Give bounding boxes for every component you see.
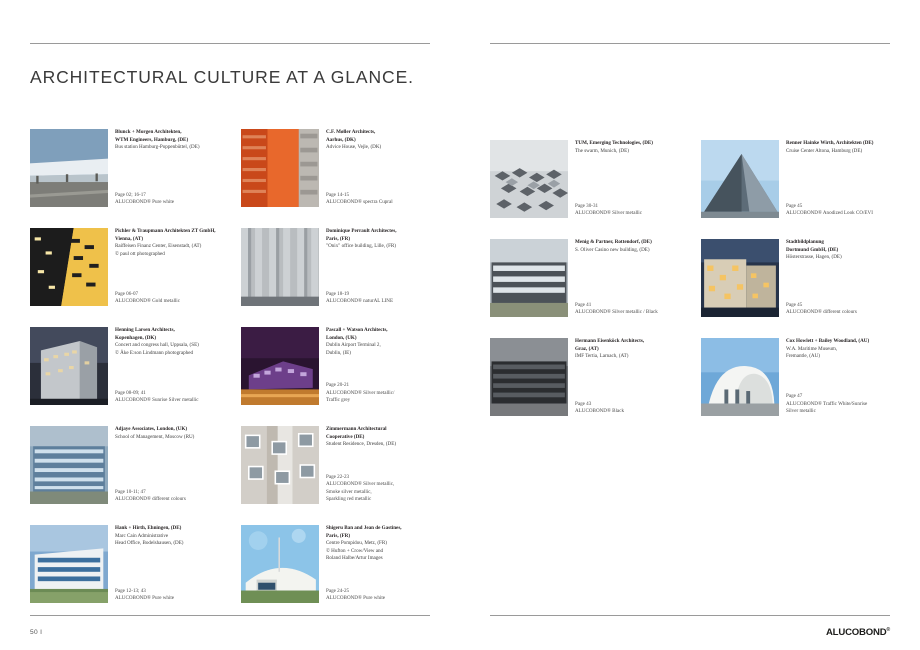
project-page-reference: Page 18-19 ALUCOBOND® naturAL LINE (326, 290, 394, 305)
project-entry[interactable] (490, 140, 679, 239)
project-details (115, 426, 219, 504)
project-details (786, 140, 890, 218)
project-thumbnail-advice-house-vejle (241, 129, 319, 207)
project-page-reference: Page 45 ALUCOBOND® Anodized Look CO/EVI (786, 202, 873, 217)
project-entry[interactable] (30, 426, 219, 525)
project-credit: Menig & Partner, Rottendorf, (DE) S. Oliver Casino new building, (DE) (575, 239, 652, 253)
project-thumbnail-raiffeisen-finanz-center (30, 228, 108, 306)
project-entry[interactable] (30, 327, 219, 426)
brand-logo: ALUCOBOND® (825, 626, 890, 638)
project-credit: Hank + Hirth, Ehningen, (DE) Marc Cain Administrative Head Office, Bodelshausen, (DE) (115, 525, 184, 547)
header-rule-left (30, 43, 430, 44)
project-details (786, 239, 890, 317)
project-details (326, 129, 430, 207)
project-credit: Henning Larsen Architects, Kopenhagen, (DK) Concert and congress hall, Uppsala, (SE) © Åke E:son Lindmann photographed (115, 327, 199, 356)
project-details (326, 525, 430, 603)
project-thumbnail-student-residence-dresden (241, 426, 319, 504)
project-details (115, 525, 219, 603)
project-grid-left (30, 129, 430, 624)
project-entry[interactable] (701, 140, 890, 239)
project-credit: Stadtbildplanung Dortmund GmbH, (DE) Hösterstrasse, Hagen, (DE) (786, 239, 842, 261)
project-thumbnail-imf-tertia-larnach (490, 338, 568, 416)
project-credit: Blunck + Morgen Architekten, WTM Engineers, Hamburg, (DE) Bus station Hamburg-Poppenbüttel, (DE) (115, 129, 200, 151)
project-details (575, 140, 679, 218)
project-credit: Shigeru Ban and Jean de Gastines, Paris, (FR) Centre Pompidou, Metz, (FR) © Hufton + Crow/View and Roland Halbe/Artur Images (326, 525, 402, 562)
project-credit: Dominique Perrault Architectes, Paris, (FR) "Onix" office building, Lille, (FR) (326, 228, 397, 250)
project-thumbnail-centre-pompidou-metz (241, 525, 319, 603)
page-folio: 50 I (30, 629, 43, 636)
project-thumbnail-marc-cain-bodelshausen (30, 525, 108, 603)
project-thumbnail-dublin-airport-terminal (241, 327, 319, 405)
project-credit: Renner Hainke Wirth, Architekten (DE) Cruise Center Altona, Hamburg (DE) (786, 140, 874, 154)
project-credit: Pascall + Watson Architects, London, (UK) Dublin Airport Terminal 2, Dublin, (IE) (326, 327, 388, 356)
project-thumbnail-onix-office-lille (241, 228, 319, 306)
project-entry[interactable] (490, 239, 679, 338)
project-details (115, 129, 219, 207)
project-thumbnail-hoesterstrasse-hagen (701, 239, 779, 317)
footer-rule-right (490, 615, 890, 616)
project-entry[interactable] (30, 129, 219, 228)
page-title: ARCHITECTURAL CULTURE AT A GLANCE. (30, 67, 414, 87)
project-details (786, 338, 890, 416)
project-grid-right (490, 140, 890, 437)
project-page-reference: Page 06-07 ALUCOBOND® Gold metallic (115, 290, 180, 305)
project-entry[interactable] (241, 327, 430, 426)
project-credit: Zimmermann Architectural Cooperative (DE) Student Residence, Dresden, (DE) (326, 426, 397, 448)
project-entry[interactable] (30, 525, 219, 624)
project-entry[interactable] (701, 338, 890, 437)
project-thumbnail-concert-hall-uppsala (30, 327, 108, 405)
right-page (460, 0, 920, 650)
project-page-reference: Page 41 ALUCOBOND® Silver metallic / Black (575, 301, 658, 316)
project-page-reference: Page 08-09; 41 ALUCOBOND® Sunrise Silver metallic (115, 389, 199, 404)
project-credit: TUM, Emerging Technologies, (DE) The swarm, Munich, (DE) (575, 140, 653, 154)
project-thumbnail-wa-maritime-museum (701, 338, 779, 416)
project-thumbnail-bus-station-hamburg (30, 129, 108, 207)
project-entry[interactable] (241, 426, 430, 525)
project-page-reference: Page 12-13; 43 ALUCOBOND® Pure white (115, 587, 175, 602)
project-page-reference: Page 02; 16-17 ALUCOBOND® Pure white (115, 191, 175, 206)
project-thumbnail-school-management-moscow (30, 426, 108, 504)
project-page-reference: Page 10-11; 47 ALUCOBOND® different colours (115, 488, 186, 503)
project-entry[interactable] (701, 239, 890, 338)
footer-rule-left (30, 615, 430, 616)
project-entry[interactable] (490, 338, 679, 437)
project-page-reference: Page 30-31 ALUCOBOND® Silver metallic (575, 202, 642, 217)
project-details (575, 239, 679, 317)
project-page-reference: Page 20-21 ALUCOBOND® Silver metallic/ Traffic grey (326, 382, 395, 404)
project-page-reference: Page 22-23 ALUCOBOND® Silver metallic, Smoke silver metallic, Sparkling red metallic (326, 473, 395, 503)
project-details (326, 327, 430, 405)
project-credit: Pichler & Traupmann Architekten ZT GmbH, Vienna, (AT) Raiffeisen Finanz Center, Eisenstadt, (AT) © paul ott photographed (115, 228, 216, 257)
project-details (326, 228, 430, 306)
project-page-reference: Page 24-25 ALUCOBOND® Pure white (326, 587, 386, 602)
project-page-reference: Page 14-15 ALUCOBOND® spectra Cupral (326, 191, 393, 206)
project-entry[interactable] (30, 228, 219, 327)
project-credit: Adjaye Associates, London, (UK) School of Management, Moscow (RU) (115, 426, 195, 440)
project-entry[interactable] (241, 525, 430, 624)
project-credit: C.F. Møller Architects, Aarhus, (DK) Advice House, Vejle, (DK) (326, 129, 382, 151)
project-details (115, 327, 219, 405)
project-entry[interactable] (241, 228, 430, 327)
project-page-reference: Page 47 ALUCOBOND® Traffic White/Sunrise Silver metallic (786, 393, 868, 415)
project-page-reference: Page 43 ALUCOBOND® Black (575, 400, 625, 415)
project-page-reference: Page 45 ALUCOBOND® different colours (786, 301, 857, 316)
header-rule-right (490, 43, 890, 44)
project-credit: Cox Howlett + Bailey Woodland, (AU) W.A. Maritime Museum, Fremantle, (AU) (786, 338, 870, 360)
project-entry[interactable] (241, 129, 430, 228)
project-thumbnail-the-swarm-munich (490, 140, 568, 218)
project-details (326, 426, 430, 504)
project-credit: Hermann Eisenköck Architects, Graz, (AT) IMF Tertia, Larnach, (AT) (575, 338, 645, 360)
project-thumbnail-s-oliver-casino (490, 239, 568, 317)
project-details (115, 228, 219, 306)
project-thumbnail-cruise-center-altona (701, 140, 779, 218)
project-details (575, 338, 679, 416)
